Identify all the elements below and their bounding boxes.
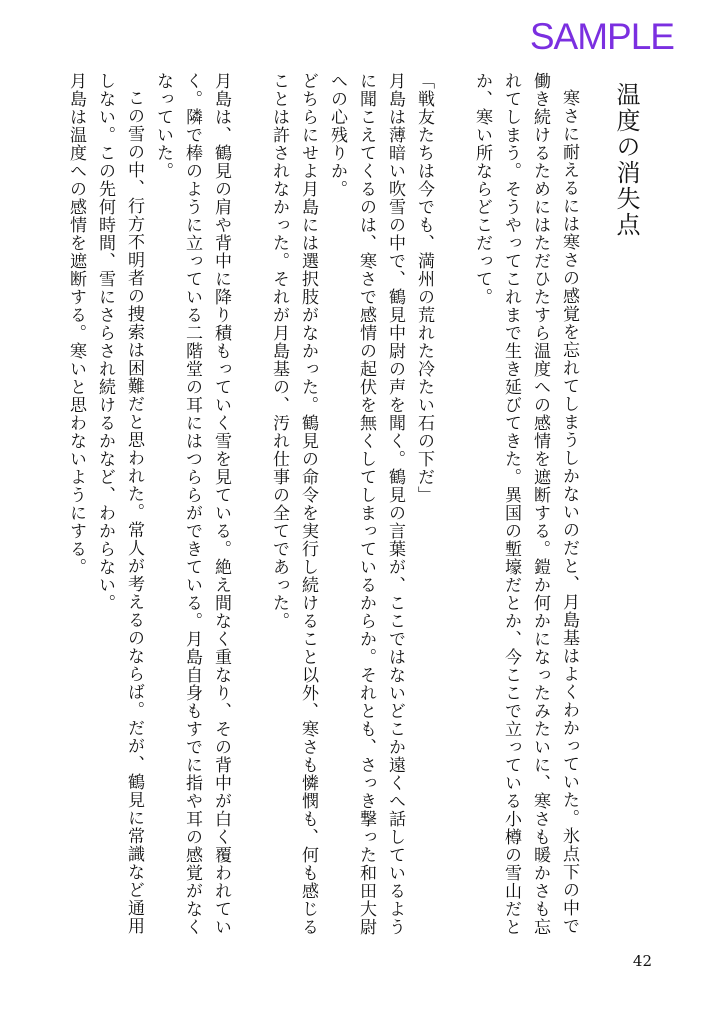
paragraph-gap: [235, 72, 264, 942]
paragraph-5: 月島は、鶴見の肩や背中に降り積もっていく雪を見ている。絶え間なく重なり、その背中が白く覆われていく。隣で棒のように立っている二階堂の耳にはつららができている。月島自身もすでに指や耳の感覚がなくなっていた。: [153, 72, 231, 936]
paragraph-7: 月島は温度への感情を遮断する。寒いと思わないようにする。: [66, 72, 86, 576]
sample-watermark: SAMPLE: [529, 16, 674, 57]
paragraph-2-quote: 「戦友たちは今でも、満州の荒れた冷たい石の下だ」: [414, 72, 434, 504]
paragraph-3: 月島は薄暗い吹雪の中で、鶴見中尉の声を聞く。鶴見の言葉が、ここではないどこか遠くへ話しているように聞こえてくるのは、寒さで感情の起伏を無くしてしまっているからか。それとも、さっき撃った和田大尉への心残りか。: [327, 72, 405, 936]
paragraph-gap: [438, 72, 467, 942]
page-number: 42: [632, 952, 652, 970]
vertical-text-body: [61, 72, 640, 942]
chapter-title: 温度の消失点: [612, 82, 640, 238]
paragraph-4: どちらにせよ月島には選択肢がなかった。鶴見の命令を実行し続けること以外、寒さも憐憫も、何も感じることは許されなかった。それが月島基の、汚れ仕事の全てであった。: [269, 72, 318, 936]
paragraph-6: この雪の中、行方不明者の捜索は困難だと思われた。常人が考えるのならば。だが、鶴見に常識など通用しない。この先何時間、雪にさらされ続けるかなど、わからない。: [95, 72, 144, 935]
paragraph-1: 寒さに耐えるには寒さの感覚を忘れてしまうしかないのだと、月島基はよくわかっていた。氷点下の中で働き続けるためにはただひたすら温度への感情を遮断する。鎧か何かになったみたいに、寒さも暖かさも忘れてしまう。そうやってこれまで生き延びてきた。異国の塹壕だとか、今ここで立っている小樽の雪山だとか、寒い所ならどこだって。: [472, 72, 579, 936]
